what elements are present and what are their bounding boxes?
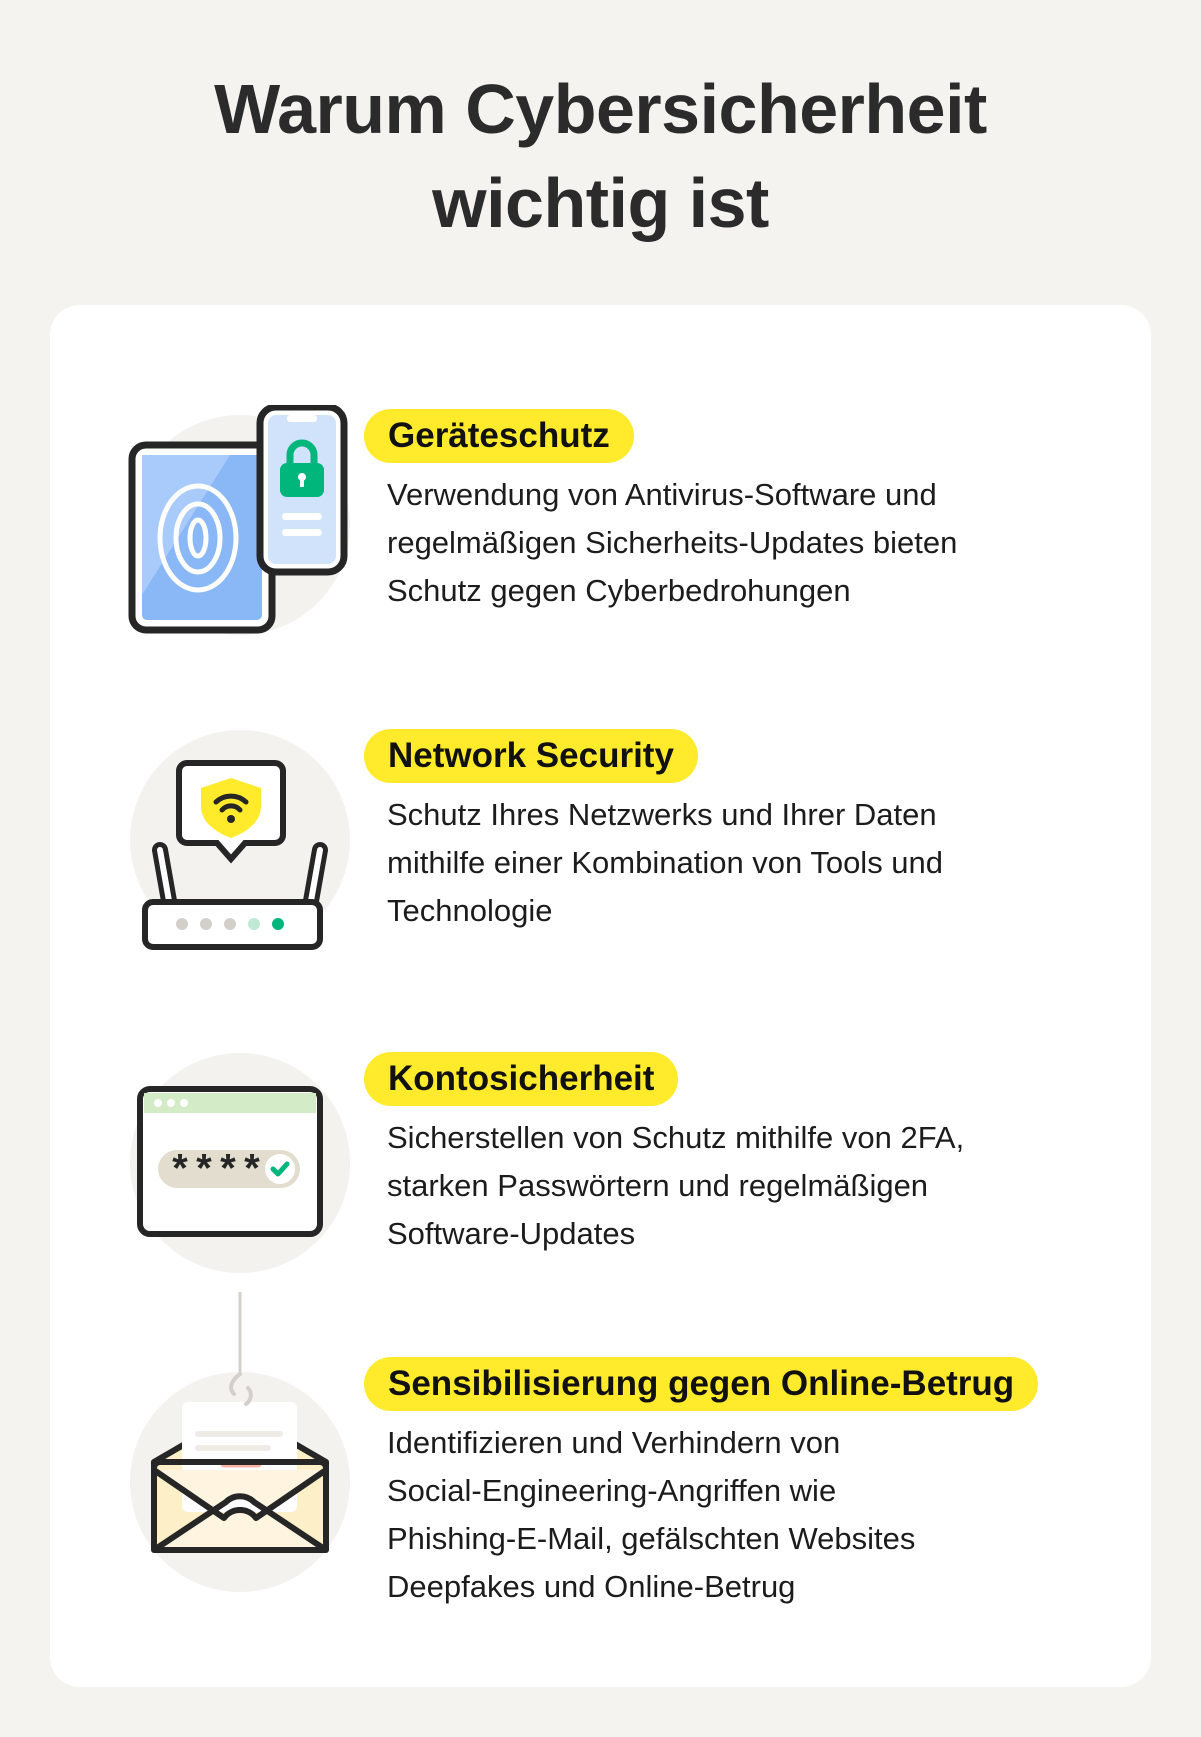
device-fingerprint-lock-icon: [120, 405, 360, 645]
description-line: Software-Updates: [387, 1216, 636, 1251]
router-shield-wifi-icon: [120, 730, 360, 970]
section-description: [387, 1419, 1107, 1611]
description-line: Phishing-E-Mail, gefälschten Websites: [387, 1521, 916, 1556]
heading-badge: Network Security: [364, 729, 698, 783]
description-line: Identifizieren und Verhindern von: [387, 1425, 841, 1460]
description-line: starken Passwörtern und regelmäßigen: [387, 1168, 929, 1203]
section-description: [387, 1114, 1107, 1258]
description-line: Verwendung von Antivirus-Software und: [387, 477, 937, 512]
password-window-icon: [120, 1053, 360, 1293]
heading-badge: Sensibilisierung gegen Online-Betrug: [364, 1357, 1038, 1411]
description-line: Deepfakes und Online-Betrug: [387, 1569, 796, 1604]
heading-badge: Kontosicherheit: [364, 1052, 678, 1106]
title-line-1: Warum Cybersicherheit: [214, 70, 987, 148]
description-line: Schutz gegen Cyberbedrohungen: [387, 573, 851, 608]
section-description: [387, 471, 1107, 615]
section-description: [387, 791, 1107, 935]
page-title: [0, 62, 1201, 250]
description-line: Social-Engineering-Angriffen wie: [387, 1473, 837, 1508]
description-line: regelmäßigen Sicherheits-Updates bieten: [387, 525, 958, 560]
heading-badge: Geräteschutz: [364, 409, 634, 463]
description-line: Technologie: [387, 893, 553, 928]
content-card: [50, 305, 1151, 1687]
description-line: Schutz Ihres Netzwerks und Ihrer Daten: [387, 797, 937, 832]
description-line: Sicherstellen von Schutz mithilfe von 2FA,: [387, 1120, 965, 1155]
password-mask: ****: [168, 1151, 265, 1196]
description-line: mithilfe einer Kombination von Tools und: [387, 845, 944, 880]
phishing-envelope-icon: [120, 1292, 360, 1602]
title-line-2: wichtig ist: [432, 164, 769, 242]
